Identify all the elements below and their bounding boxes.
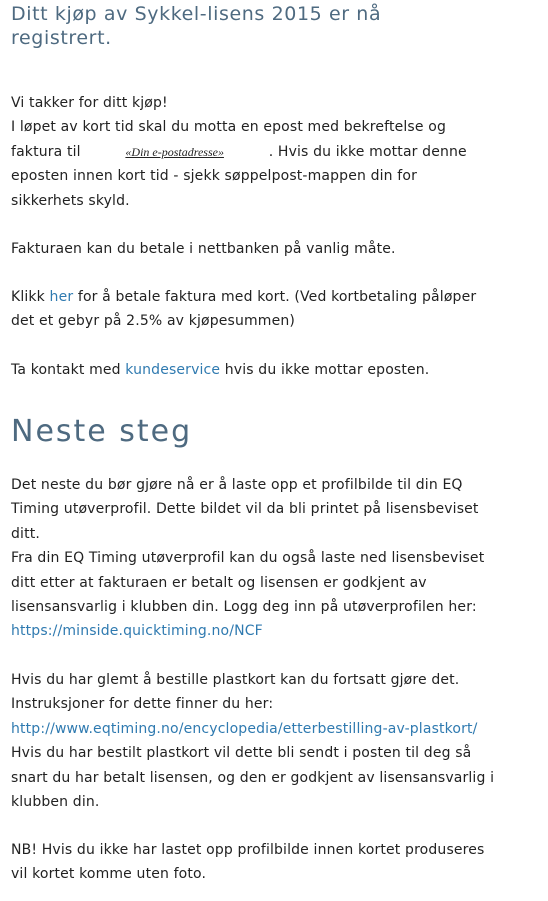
profile-line: ditt etter at fakturaen er betalt og lisensen er godkjent av <box>11 574 427 591</box>
plastic-card-order-link[interactable]: http://www.eqtiming.no/encyclopedia/etterbestilling-av-plastkort/ <box>11 720 478 737</box>
card-payment-suffix: for å betale faktura med kort. (Ved kortbetaling påløper <box>77 289 477 305</box>
plastic-card-line: Hvis du har glemt å bestille plastkort kan du fortsatt gjøre det. <box>11 672 460 688</box>
confirmation-line: I løpet av kort tid skal du motta en epost med bekreftelse og <box>11 119 446 136</box>
contact-paragraph <box>11 358 545 382</box>
safety-line: sikkerhets skyld. <box>11 192 130 209</box>
invoice-email-line <box>11 140 545 164</box>
contact-suffix: hvis du ikke mottar eposten. <box>224 362 430 378</box>
profile-line: Det neste du bør gjøre nå er å laste opp et profilbilde til din EQ <box>11 477 463 493</box>
next-steps-title: Neste steg <box>11 414 193 449</box>
thanks-line: Vi takker for ditt kjøp! <box>11 95 168 111</box>
plastic-card-link-line <box>11 717 545 741</box>
invoice-email-suffix: . Hvis du ikke mottar denne <box>268 143 467 160</box>
email-placeholder: «Din e-postadresse» <box>125 144 224 159</box>
customer-service-link[interactable]: kundeservice <box>125 362 221 378</box>
profile-paragraph <box>11 473 545 644</box>
spam-check-line: eposten innen kort tid - sjekk søppelpost-mappen din for <box>11 168 418 185</box>
note-paragraph <box>11 838 545 887</box>
plastic-card-line: snart du har betalt lisensen, og den er godkjent av lisensansvarlig i <box>11 769 495 786</box>
invoice-to-label: faktura til <box>11 143 81 160</box>
page-title-line-2: registrert. <box>11 27 112 49</box>
profile-line: Timing utøverprofil. Dette bildet vil da bli printet på lisensbeviset <box>11 501 479 518</box>
invoice-text: Fakturaen kan du betale i nettbanken på vanlig måte. <box>11 241 396 257</box>
contact-line <box>11 358 545 382</box>
plastic-card-paragraph <box>11 668 545 814</box>
page-title <box>11 2 531 50</box>
card-payment-line <box>11 285 545 309</box>
contact-prefix: Ta kontakt med <box>11 362 121 378</box>
plastic-card-line: Hvis du har bestilt plastkort vil dette bli sendt i posten til deg så <box>11 745 472 762</box>
plastic-card-line: klubben din. <box>11 794 100 811</box>
card-fee-line: det et gebyr på 2.5% av kjøpesummen) <box>11 313 295 330</box>
profile-line: ditt. <box>11 525 40 542</box>
profile-link-line <box>11 619 545 643</box>
page-title-line-1: Ditt kjøp av Sykkel-lisens 2015 er nå <box>11 3 382 25</box>
profile-login-link[interactable]: https://minside.quicktiming.no/NCF <box>11 623 263 640</box>
thanks-paragraph <box>11 91 545 213</box>
card-payment-prefix: Klikk <box>11 289 45 305</box>
card-payment-link[interactable]: her <box>49 289 74 305</box>
invoice-paragraph <box>11 237 545 261</box>
profile-line: Fra din EQ Timing utøverprofil kan du også laste ned lisensbeviset <box>11 550 485 567</box>
note-line: vil kortet komme uten foto. <box>11 866 207 883</box>
card-payment-paragraph <box>11 285 545 334</box>
profile-line: lisensansvarlig i klubben din. Logg deg inn på utøverprofilen her: <box>11 599 477 616</box>
note-line: NB! Hvis du ikke har lastet opp profilbilde innen kortet produseres <box>11 842 485 858</box>
plastic-card-line: Instruksjoner for dette finner du her: <box>11 696 274 713</box>
